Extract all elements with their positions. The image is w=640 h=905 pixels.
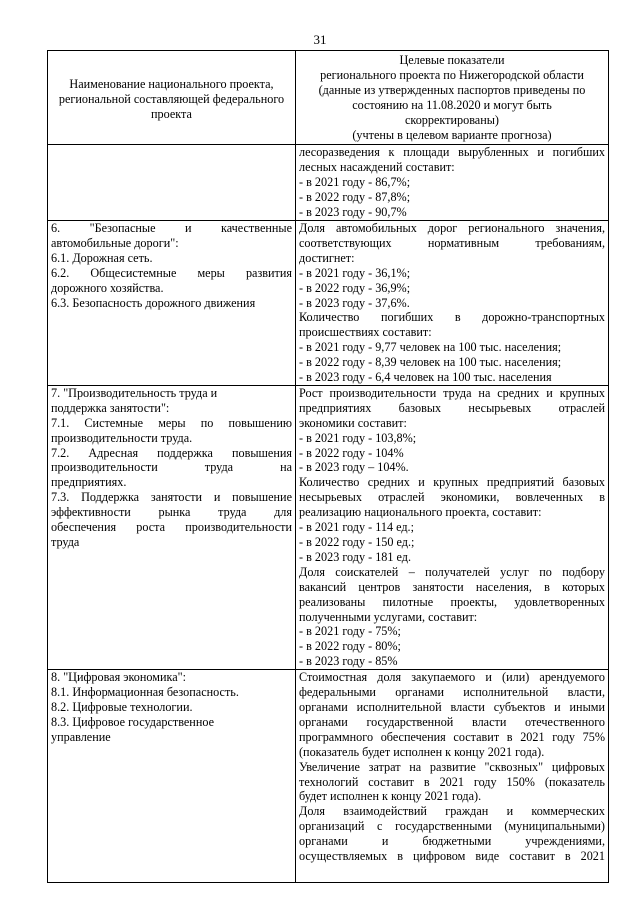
indicator-text-line: - в 2022 году - 87,8%; xyxy=(299,190,411,205)
project-text-line: труда xyxy=(51,535,80,549)
indicator-text-line: органами исполнительной власти субъектов и иными xyxy=(299,699,605,714)
indicator-text-line: - в 2021 году - 114 ед.; xyxy=(299,520,414,535)
header-col2-line: регионального проекта по Нижегородской области xyxy=(320,67,584,82)
project-name-cell xyxy=(48,670,296,883)
indicators-table xyxy=(47,50,609,883)
indicator-text-line: лесных насаждений составит: xyxy=(299,160,455,175)
header-col2-line: Целевые показатели xyxy=(399,53,505,67)
indicator-text-line: органами и бюджетными учреждениями, xyxy=(299,834,605,849)
project-name-cell xyxy=(48,145,296,221)
indicator-text-line: экономики составит: xyxy=(299,415,407,430)
project-name-cell xyxy=(48,220,296,385)
indicator-text-line: Количество погибших в дорожно-транспортных xyxy=(299,310,605,325)
indicator-text-line: Доля соискателей – получателей услуг по подбору xyxy=(299,564,605,579)
indicator-text-line: программного обеспечения составит в 2021 году 75% xyxy=(299,729,605,744)
header-project-name xyxy=(48,51,296,145)
header-target-indicators xyxy=(296,51,609,145)
indicator-text-line: осуществляемых в цифровом виде составит в 2021 xyxy=(299,849,605,864)
indicator-text-line: реализованы пилотные проекты, удовлетворенных xyxy=(299,594,605,609)
indicator-text-line: - в 2021 году - 86,7%; xyxy=(299,175,411,190)
header-col2-line: (данные из утвержденных паспортов приведены по xyxy=(318,82,586,97)
indicator-text-line: вакансий центров занятости населения, в которых xyxy=(299,579,605,594)
header-col2-line: состоянию на 11.08.2020 и могут быть xyxy=(352,97,552,112)
project-text-line: 8. "Цифровая экономика": xyxy=(51,670,186,685)
indicator-text-line: (показатель будет исполнен к концу 2021 года). xyxy=(299,744,545,759)
indicator-text-line: будет исполнен к концу 2021 года). xyxy=(299,789,482,804)
project-text-line: 8.2. Цифровые технологии. xyxy=(51,699,193,714)
project-text-line: 8.3. Цифровое государственное xyxy=(51,714,215,729)
indicator-text-line: - в 2023 году - 181 ед. xyxy=(299,549,412,564)
page-number: 31 xyxy=(313,32,327,47)
indicator-text-line: Доля автомобильных дорог регионального значения, xyxy=(299,220,605,235)
table-row xyxy=(48,385,609,669)
indicators-cell xyxy=(296,220,609,385)
indicator-text-line: реализацию национального проекта, составит: xyxy=(299,505,542,520)
header-col2-line: скорректированы) xyxy=(405,112,499,127)
project-text-line: автомобильные дороги": xyxy=(51,235,179,250)
indicators-cell xyxy=(296,670,609,883)
project-text-line: 6.2. Общесистемные меры развития xyxy=(51,265,292,280)
project-text-line: 7.1. Системные меры по повышению xyxy=(51,415,292,430)
indicator-text-line: Рост производительности труда на средних и крупных xyxy=(299,385,605,400)
indicator-text-line: - в 2021 году - 9,77 человек на 100 тыс. населения; xyxy=(299,340,562,355)
indicator-text-line: - в 2022 году - 36,9%; xyxy=(299,280,411,295)
table-row xyxy=(48,670,609,883)
project-text-line: 8.1. Информационная безопасность. xyxy=(51,685,239,700)
project-text-line: эффективности рынка труда для xyxy=(51,505,292,520)
indicator-text-line: - в 2023 году - 37,6%. xyxy=(299,295,410,310)
indicator-text-line: - в 2022 году - 104% xyxy=(299,445,404,460)
project-text-line: 7.2. Адресная поддержка повышения xyxy=(51,445,292,460)
header-col2-line: (учтены в целевом варианте прогноза) xyxy=(352,127,552,142)
indicator-text-line: - в 2021 году - 103,8%; xyxy=(299,430,417,445)
indicator-text-line: федеральными органами исполнительной власти, xyxy=(299,685,605,700)
project-text-line: производительности труда на xyxy=(51,460,292,475)
project-text-line: 6.1. Дорожная сеть. xyxy=(51,250,153,265)
indicator-text-line: достигнет: xyxy=(299,250,355,265)
indicator-text-line: Увеличение затрат на развитие "сквозных" цифровых xyxy=(299,759,605,774)
indicator-text-line: - в 2021 году - 36,1%; xyxy=(299,265,411,280)
project-text-line: 6.3. Безопасность дорожного движения xyxy=(51,295,256,310)
indicator-text-line: технологий составит в 2021 году 150% (показатель xyxy=(299,774,605,789)
indicator-text-line: Стоимостная доля закупаемого и (или) арендуемого xyxy=(299,670,605,685)
indicator-text-line: Доля взаимодействий граждан и коммерческих xyxy=(299,804,605,819)
indicator-text-line: - в 2023 году - 85% xyxy=(299,654,398,669)
indicator-text-line: - в 2022 году - 8,39 человек на 100 тыс. населения; xyxy=(299,355,562,370)
project-name-cell xyxy=(48,385,296,669)
indicator-text-line: несырьевых отраслей экономики, вовлеченных в xyxy=(299,490,605,505)
header-col1-line: проекта xyxy=(151,106,192,121)
indicator-text-line: лесоразведения к площади вырубленных и погибших xyxy=(299,145,605,160)
indicator-text-line: Количество средних и крупных предприятий базовых xyxy=(299,475,605,490)
indicator-text-line: - в 2021 году - 75%; xyxy=(299,624,401,639)
project-text-line: дорожного хозяйства. xyxy=(51,280,164,295)
table-row xyxy=(48,145,609,221)
indicator-text-line: - в 2022 году - 80%; xyxy=(299,639,401,654)
indicators-cell xyxy=(296,145,609,221)
project-text-line: 7. "Производительность труда и xyxy=(51,385,218,400)
indicator-text-line: происшествиях составит: xyxy=(299,325,432,340)
table-header-row xyxy=(48,51,609,145)
indicator-text-line: предприятиях базовых несырьевых отраслей xyxy=(299,400,605,415)
indicator-text-line: - в 2022 году - 150 ед.; xyxy=(299,535,415,549)
project-text-line: производительности труда. xyxy=(51,430,193,445)
header-col1-line: региональной составляющей федерального xyxy=(58,91,285,106)
indicators-cell xyxy=(296,385,609,669)
project-text-line: предприятиях. xyxy=(51,475,127,490)
indicator-text-line: органами государственной власти отечественного xyxy=(299,714,605,729)
project-text-line: 7.3. Поддержка занятости и повышение xyxy=(51,490,292,505)
indicator-text-line: - в 2023 году - 90,7% xyxy=(299,205,407,220)
project-text-line: 6. "Безопасные и качественные xyxy=(51,220,292,235)
indicator-text-line: - в 2023 году – 104%. xyxy=(299,460,409,475)
indicator-text-line: организаций с государственными (муниципальными) xyxy=(299,819,605,834)
table-row xyxy=(48,220,609,385)
header-col1-line: Наименование национального проекта, xyxy=(69,77,274,91)
project-text-line: обеспечения роста производительности xyxy=(51,520,292,535)
indicator-text-line: полученными услугами, составит: xyxy=(299,609,478,624)
project-text-line: управление xyxy=(51,729,111,744)
indicator-text-line: соответствующих нормативным требованиям, xyxy=(299,235,605,250)
indicator-text-line: - в 2023 году - 6,4 человек на 100 тыс. населения xyxy=(299,370,552,385)
project-text-line: поддержка занятости": xyxy=(51,400,170,415)
